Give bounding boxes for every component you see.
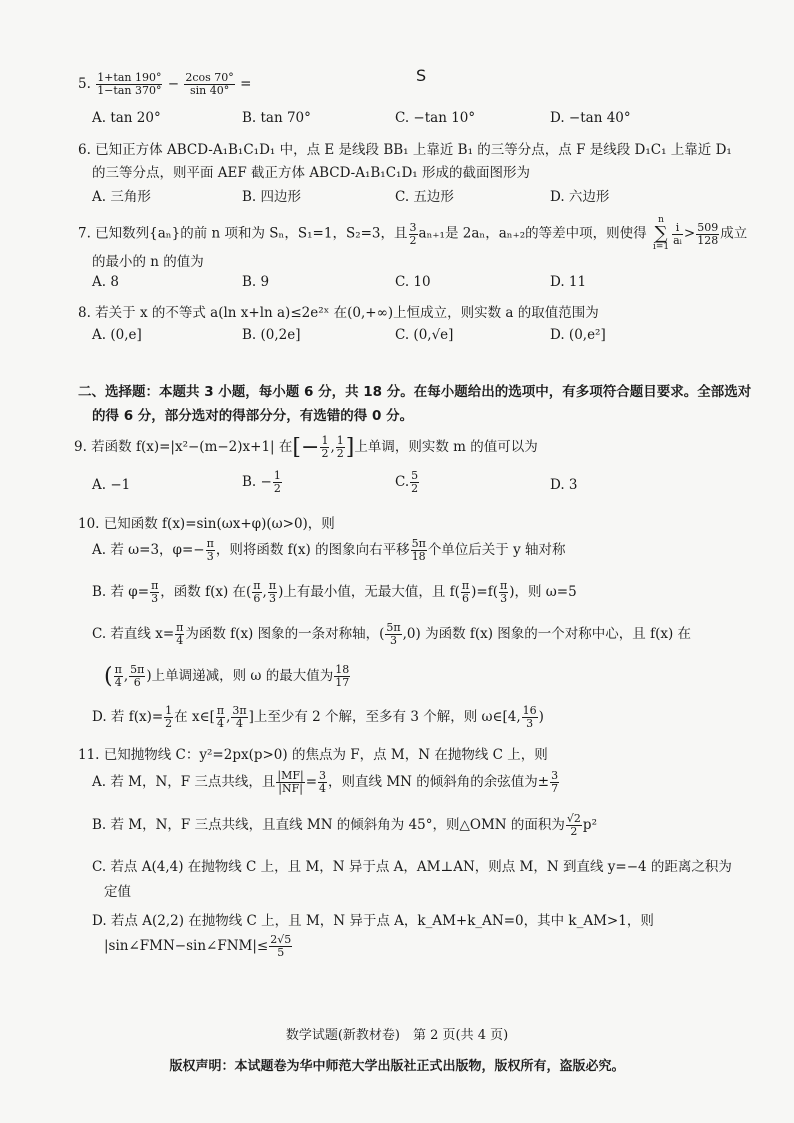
q7-option-d: D. 11 [550, 274, 587, 290]
question-9-stem: 9. 若函数 f(x)=|x²−(m−2)x+1| 在[− $\frac{1}{2}$ , $\frac{1}{2}$ ]上单调，则实数 m 的值可以为 [74, 434, 538, 460]
question-7-line2: 的最小的 n 的值为 [92, 254, 204, 270]
q11-option-c-line2: 定值 [104, 884, 131, 900]
question-8-line1: 8. 若关于 x 的不等式 a(ln x+ln a)≤2e²ˣ 在(0,+∞)上恒成立，则实数 a 的取值范围为 [78, 305, 599, 321]
q11-option-d-line1: D. 若点 A(2,2) 在抛物线 C 上，且 M，N 异于点 A，k_AM+k_AN=0，其中 k_AM>1，则 [92, 913, 654, 929]
q11-option-c-line1: C. 若点 A(4,4) 在抛物线 C 上，且 M，N 异于点 A，AM⊥AN，则点 M，N 到直线 y=−4 的距离之积为 [92, 859, 732, 875]
question-11-stem: 11. 已知抛物线 C：y²=2px(p>0) 的焦点为 F，点 M，N 在抛物线 C 上，则 [78, 747, 548, 763]
q10-option-c-line2: ( $\frac{\pi}{4}$ , $\frac{5\pi}{6}$ )上单调递减，则 ω 的最大值为 $\frac{18}{17}$ [104, 663, 350, 689]
q8-option-a: A. (0,e] [92, 327, 142, 343]
q9-option-c: C. $\frac{5}{2}$ [395, 469, 419, 495]
page-footer: 数学试题(新教材卷) 第 2 页(共 4 页) [285, 1028, 509, 1043]
q11-option-b: B. 若 M，N，F 三点共线，且直线 MN 的倾斜角为 45°，则△OMN 的面积为 $\frac{√2}{2}$ p² [92, 812, 597, 838]
q5-option-d: D. −tan 40° [550, 110, 631, 126]
question-6-line2: 的三等分点，则平面 AEF 截正方体 ABCD-A₁B₁C₁D₁ 形成的截面图形为 [92, 165, 530, 181]
q10-option-c-line1: C. 若直线 x= $\frac{\pi}{4}$ 为函数 f(x) 图象的一条对称轴，( $\frac{5\pi}{3}$ ,0) 为函数 f(x) 图象的一个对称中心，且 f(x) 在 [92, 621, 692, 647]
question-6-line1: 6. 已知正方体 ABCD-A₁B₁C₁D₁ 中，点 E 是线段 BB₁ 上靠近 B₁ 的三等分点，点 F 是线段 D₁C₁ 上靠近 D₁ [78, 142, 732, 158]
q8-option-c: C. (0,√e] [395, 327, 454, 343]
stray-mark: S [416, 66, 427, 85]
q7-option-b: B. 9 [242, 274, 270, 290]
q8-option-b: B. (0,2e] [242, 327, 301, 343]
q5-option-c: C. −tan 10° [395, 110, 476, 126]
q10-option-a: A. 若 ω=3，φ=− $\frac{\pi}{3}$ ，则将函数 f(x) 的图象向右平移 $\frac{5\pi}{18}$ 个单位后关于 y 轴对称 [92, 537, 566, 563]
q9-option-b: B. − $\frac{1}{2}$ [242, 469, 281, 495]
q10-option-b: B. 若 φ= $\frac{\pi}{3}$ ，函数 f(x) 在( $\frac{\pi}{6}$ , $\frac{\pi}{3}$ )上有最小值，无最大值，且 f( $\frac{\pi}{6}$ )=f( $\frac{\pi}{3}$ )，则 ω=5 [92, 579, 577, 605]
copyright-notice: 版权声明：本试题卷为华中师范大学出版社正式出版物，版权所有，盗版必究。 [169, 1059, 625, 1074]
question-10-stem: 10. 已知函数 f(x)=sin(ωx+φ)(ω>0)，则 [78, 516, 335, 532]
question-7-line1: 7. 已知数列{aₙ}的前 n 项和为 Sₙ，S₁=1，S₂=3，且 $\frac{3}{2}$ aₙ₊₁是 2aₙ，aₙ₊₂的等差中项，则使得 n ∑ i=1 $\frac{i}{\text{aᵢ}}$ > $\frac{509}{128}$ 成立 [78, 215, 748, 252]
q11-option-a: A. 若 M，N，F 三点共线，且 $\frac{|MF|}{|NF|}$ = $\frac{3}{4}$ ，则直线 MN 的倾斜角的余弦值为± $\frac{3}{7}$ [92, 769, 559, 795]
question-5-stem: 5. $\frac{1+\tan 190^\circ}{1-\tan 370^\circ}$ − $\frac{2\cos 70^\circ}{\sin 40^\circ}$ = [78, 71, 252, 97]
section-2-line1: 二、选择题：本题共 3 小题，每小题 6 分，共 18 分。在每小题给出的选项中，有多项符合题目要求。全部选对 [78, 384, 752, 400]
q7-option-c: C. 10 [395, 274, 431, 290]
q6-option-d: D. 六边形 [550, 189, 610, 205]
q6-option-b: B. 四边形 [242, 189, 302, 205]
q6-option-c: C. 五边形 [395, 189, 454, 205]
q5-option-a: A. tan 20° [92, 110, 161, 126]
q10-option-d: D. 若 f(x)= $\frac{1}{2}$ 在 x∈[ $\frac{\pi}{4}$ , $\frac{3\pi}{4}$ ]上至少有 2 个解，至多有 3 个解，则 ω∈[4, $\frac{16}{3}$ ) [92, 704, 544, 730]
q6-option-a: A. 三角形 [92, 189, 151, 205]
q8-option-d: D. (0,e²] [550, 327, 606, 343]
q9-option-d: D. 3 [550, 477, 578, 493]
section-2-line2: 的得 6 分，部分选对的得部分分，有选错的得 0 分。 [92, 408, 414, 424]
q5-option-b: B. tan 70° [242, 110, 311, 126]
q7-option-a: A. 8 [92, 274, 119, 290]
q11-option-d-line2: |sin∠FMN−sin∠FNM|≤ $\frac{2√5}{5}$ [104, 933, 292, 959]
q9-option-a: A. −1 [92, 477, 131, 493]
